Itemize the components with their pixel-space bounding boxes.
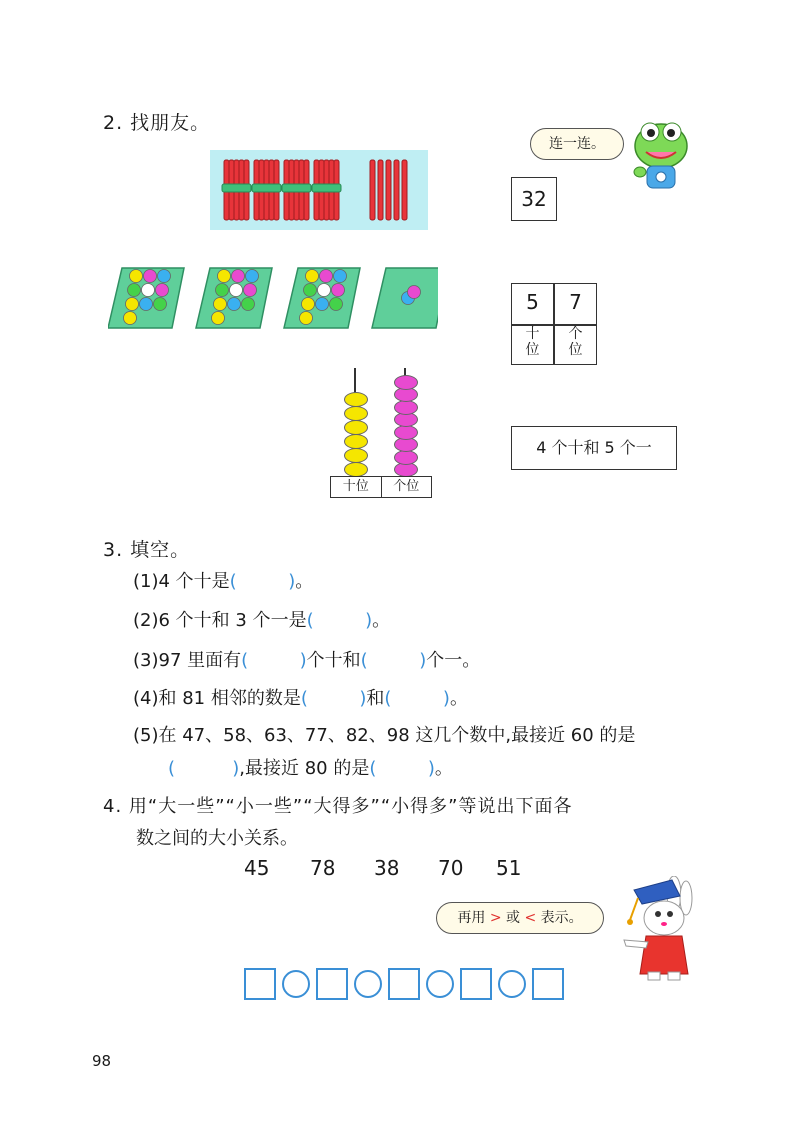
q2-end: 。 — [372, 610, 391, 631]
q3-text: (3)97 里面有 — [133, 650, 242, 671]
phrase-text: 4 个十和 5 个一 — [536, 438, 652, 457]
ones-digit: 7 — [569, 290, 582, 314]
page-number: 98 — [92, 1052, 112, 1070]
section2-title: 2. 找朋友。 — [103, 112, 211, 134]
q4-blank-2[interactable]: ( ) — [384, 688, 450, 709]
number-box-32[interactable] — [511, 177, 557, 221]
abacus-ones-label: 个位 — [393, 479, 420, 494]
q2-blank[interactable]: ( ) — [306, 610, 373, 631]
comparison-blanks — [244, 968, 564, 1000]
number-item: 45 — [244, 856, 270, 880]
ones-label-char2: 位 — [568, 342, 583, 358]
number-item: 38 — [374, 856, 400, 880]
section4-title-line2: 数之间的大小关系。 — [136, 828, 298, 849]
tens-label-char2: 位 — [525, 342, 540, 358]
section4-title-line1: 4. 用“大一些”“小一些”“大得多”“小得多”等说出下面各 — [103, 796, 573, 817]
q4-mid: 和 — [366, 688, 385, 709]
question-3 — [133, 646, 480, 672]
q4-end: 。 — [449, 688, 468, 709]
q1-end: 。 — [295, 571, 314, 592]
number-32: 32 — [521, 187, 547, 211]
question-2 — [133, 606, 390, 632]
answer-circle[interactable] — [498, 970, 526, 998]
q3-end: 个一。 — [426, 650, 481, 671]
tens-bead — [344, 406, 368, 421]
bubble-or: 或 — [506, 910, 520, 926]
q1-blank[interactable]: ( ) — [229, 571, 296, 592]
number-item: 70 — [438, 856, 464, 880]
q5-end: 。 — [434, 758, 453, 779]
rabbit-mascot-icon — [614, 876, 704, 982]
tens-label-char1: 十 — [525, 326, 540, 342]
tens-bead — [344, 462, 368, 477]
answer-box[interactable] — [244, 968, 276, 1000]
place-value-table[interactable] — [511, 283, 597, 365]
tens-bead — [344, 392, 368, 407]
tens-digit: 5 — [526, 290, 539, 314]
q2-text: (2)6 个十和 3 个一是 — [133, 610, 307, 631]
number-list — [244, 856, 521, 880]
answer-box[interactable] — [316, 968, 348, 1000]
answer-box[interactable] — [388, 968, 420, 1000]
abacus-tens-label: 十位 — [331, 477, 382, 497]
phrase-box[interactable] — [511, 426, 677, 470]
answer-circle[interactable] — [426, 970, 454, 998]
greater-than-sign: > — [489, 910, 502, 926]
trays-picture — [108, 262, 438, 334]
bubble-post: 表示。 — [540, 910, 583, 926]
frog-mascot-icon — [630, 116, 692, 194]
answer-box[interactable] — [460, 968, 492, 1000]
tens-bead — [344, 434, 368, 449]
ones-bead — [394, 375, 418, 390]
ones-label-char1: 个 — [568, 326, 583, 342]
sticks-illustration — [210, 150, 428, 230]
q4-text: (4)和 81 相邻的数是 — [133, 688, 301, 709]
q3-blank-tens[interactable]: ( ) — [241, 650, 307, 671]
question-5-line1: (5)在 47、58、63、77、82、98 这几个数中,最接近 60 的是 — [133, 725, 636, 746]
q5-blank-2[interactable]: ( ) — [369, 758, 435, 779]
q5-blank-1[interactable]: ( ) — [168, 758, 240, 779]
number-item: 78 — [310, 856, 336, 880]
question-4 — [133, 684, 468, 710]
question-5-line2 — [168, 754, 453, 780]
q5-mid: ,最接近 80 的是 — [239, 758, 370, 779]
q4-blank-1[interactable]: ( ) — [300, 688, 367, 709]
q3-blank-ones[interactable]: ( ) — [360, 650, 427, 671]
tens-bead — [344, 420, 368, 435]
connect-bubble: 连一连。 — [530, 128, 624, 160]
abacus — [330, 366, 432, 498]
answer-box[interactable] — [532, 968, 564, 1000]
answer-circle[interactable] — [354, 970, 382, 998]
sticks-picture — [210, 150, 428, 230]
compare-bubble — [436, 902, 604, 934]
q3-mid: 个十和 — [306, 650, 361, 671]
trays-illustration — [108, 262, 438, 334]
number-item: 51 — [496, 856, 522, 880]
tens-bead — [344, 448, 368, 463]
question-1 — [133, 567, 313, 593]
q1-text: (1)4 个十是 — [133, 571, 230, 592]
answer-circle[interactable] — [282, 970, 310, 998]
section3-title: 3. 填空。 — [103, 539, 191, 561]
bubble-pre: 再用 — [457, 910, 486, 926]
less-than-sign: < — [524, 910, 537, 926]
